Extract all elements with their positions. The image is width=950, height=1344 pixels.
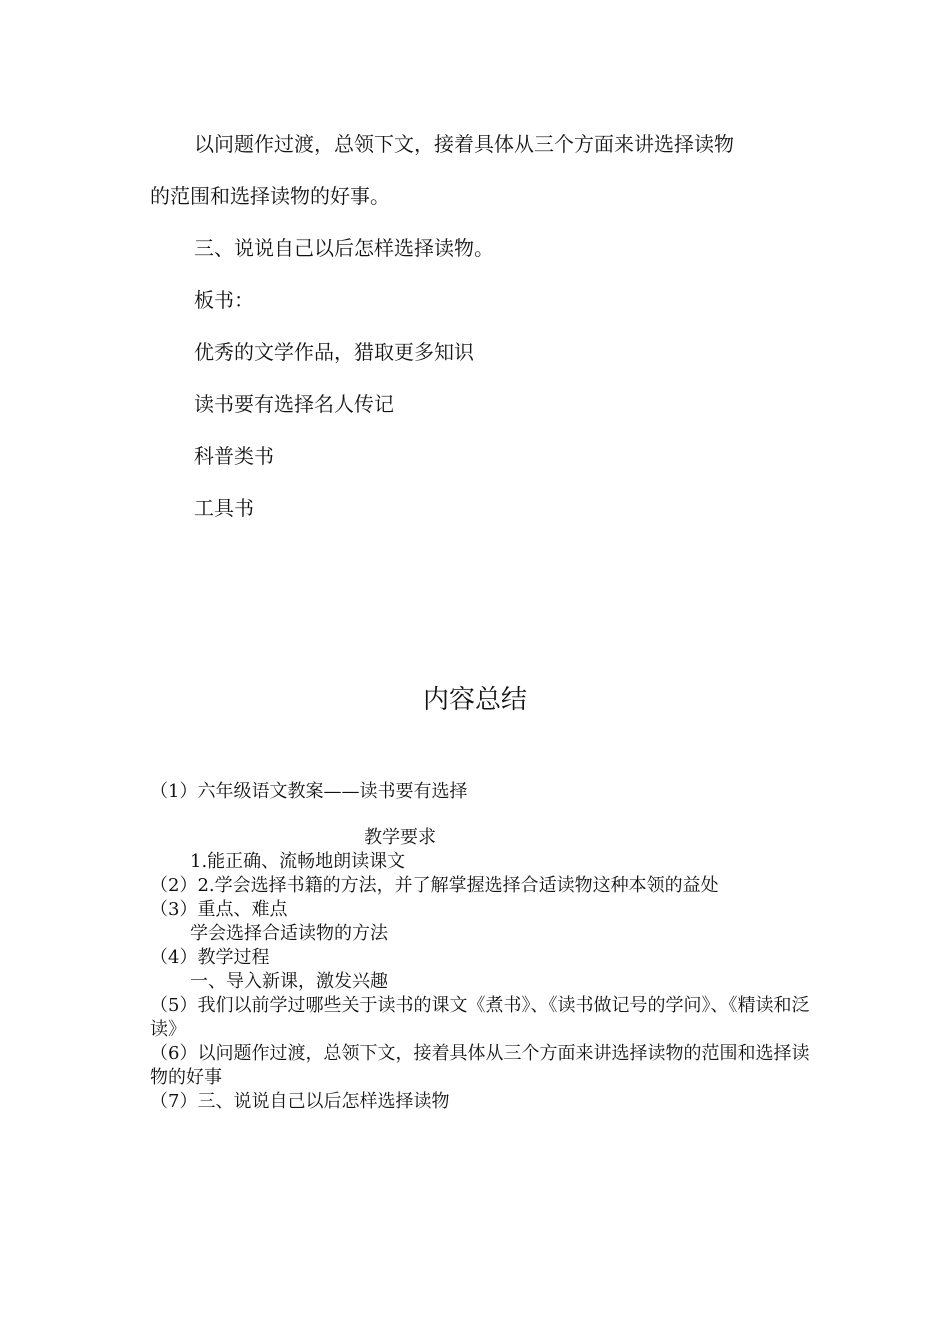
summary-line: （4）教学过程	[150, 947, 270, 968]
summary-line: （6）以问题作过渡，总领下文，接着具体从三个方面来讲选择读物的范围和选择读物的好事	[150, 1043, 810, 1088]
summary-title: 内容总结	[422, 685, 527, 715]
summary-line: （7）三、说说自己以后怎样选择读物	[150, 1091, 450, 1112]
summary-line: （5）我们以前学过哪些关于读书的课文《煮书》、《读书做记号的学问》、《精读和泛读》	[150, 995, 810, 1040]
summary-line: 教学要求	[364, 827, 436, 848]
blackboard-item: 科普类书	[194, 444, 274, 468]
blackboard-item: 优秀的文学作品，猎取更多知识	[194, 340, 474, 364]
blackboard-item: 读书要有选择名人传记	[194, 392, 394, 416]
paragraph-step-three: 三、说说自己以后怎样选择读物。	[194, 236, 494, 260]
summary-list	[150, 780, 810, 1114]
blackboard-item: 工具书	[194, 496, 254, 520]
summary-line: 1.能正确、流畅地朗读课文	[190, 851, 406, 872]
summary-line: 一、导入新课，激发兴趣	[190, 971, 388, 992]
paragraph-transition: 以问题作过渡，总领下文，接着具体从三个方面来讲选择读物	[194, 132, 734, 156]
summary-line: （2）2.学会选择书籍的方法，并了解掌握选择合适读物这种本领的益处	[150, 875, 719, 896]
summary-line: （3）重点、难点	[150, 899, 288, 920]
lesson-body	[150, 118, 810, 534]
paragraph-transition-cont: 的范围和选择读物的好事。	[150, 184, 390, 208]
summary-line: （1）六年级语文教案——读书要有选择	[150, 781, 468, 802]
summary-line: 学会选择合适读物的方法	[190, 923, 388, 944]
blackboard-heading: 板书：	[194, 288, 254, 312]
